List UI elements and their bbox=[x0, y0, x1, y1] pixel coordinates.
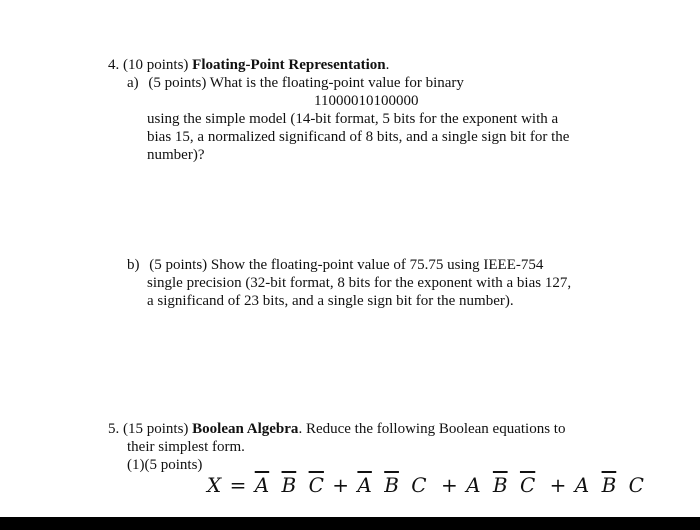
eq-t2-b: $\overline{B}$ bbox=[384, 473, 399, 497]
eq-t4-b: $\overline{B}$ bbox=[601, 473, 617, 497]
q5-text2: their simplest form. bbox=[127, 439, 245, 455]
eq-t4-c: C bbox=[628, 473, 644, 497]
q5-part1: (1)(5 points) bbox=[127, 457, 203, 473]
q4b-text2: single precision (32-bit format, 8 bits for the exponent with a bias 127, bbox=[147, 275, 572, 291]
q4-points: (10 points) bbox=[123, 57, 189, 73]
q4-title: Floating-Point Representation bbox=[192, 57, 386, 73]
eq-t1-a: $\overline{A}$ bbox=[254, 473, 270, 497]
q4-number: 4. bbox=[108, 57, 120, 73]
eq-plus-1: + bbox=[332, 473, 350, 497]
eq-t3-a: A bbox=[466, 473, 481, 497]
eq-plus-3: + bbox=[549, 473, 567, 497]
bottom-edge-bar bbox=[0, 517, 700, 530]
q4a-label: a) bbox=[127, 75, 139, 91]
boolean-equation bbox=[207, 472, 644, 498]
q5-heading bbox=[108, 420, 565, 438]
q5-points: (15 points) bbox=[123, 421, 189, 437]
eq-t3-b: $\overline{B}$ bbox=[492, 473, 508, 497]
q4a-text3: bias 15, a normalized significand of 8 bits, and a single sign bit for the bbox=[147, 129, 570, 145]
q4a-text1: (5 points) What is the floating-point value for binary bbox=[148, 75, 464, 91]
q4b-line1 bbox=[127, 256, 543, 274]
eq-t2-a: $\overline{A}$ bbox=[357, 473, 372, 497]
eq-t1-c: $\overline{C}$ bbox=[308, 473, 324, 497]
q5-text1: . Reduce the following Boolean equations to bbox=[298, 421, 566, 437]
eq-lhs: X bbox=[207, 473, 222, 497]
eq-t2-c: C bbox=[411, 473, 427, 497]
eq-equals: = bbox=[229, 473, 247, 497]
eq-t1-b: $\overline{B}$ bbox=[281, 473, 297, 497]
q4-heading bbox=[108, 56, 389, 74]
q5-number: 5. bbox=[108, 421, 120, 437]
eq-plus-2: + bbox=[440, 473, 458, 497]
eq-t3-c: $\overline{C}$ bbox=[519, 473, 536, 497]
q4a-text4: number)? bbox=[147, 147, 205, 163]
q4a-binary: 11000010100000 bbox=[314, 93, 419, 109]
q4b-text1: (5 points) Show the floating-point value of 75.75 using IEEE-754 bbox=[149, 257, 544, 273]
q4a-text2: using the simple model (14-bit format, 5 bits for the exponent with a bbox=[147, 111, 559, 127]
eq-t4-a: A bbox=[574, 473, 590, 497]
q4a-line1 bbox=[127, 74, 464, 92]
q4b-text3: a significand of 23 bits, and a single sign bit for the number). bbox=[147, 293, 514, 309]
q4b-label: b) bbox=[127, 257, 140, 273]
q5-title: Boolean Algebra bbox=[192, 421, 299, 437]
q4-title-end: . bbox=[385, 57, 390, 73]
